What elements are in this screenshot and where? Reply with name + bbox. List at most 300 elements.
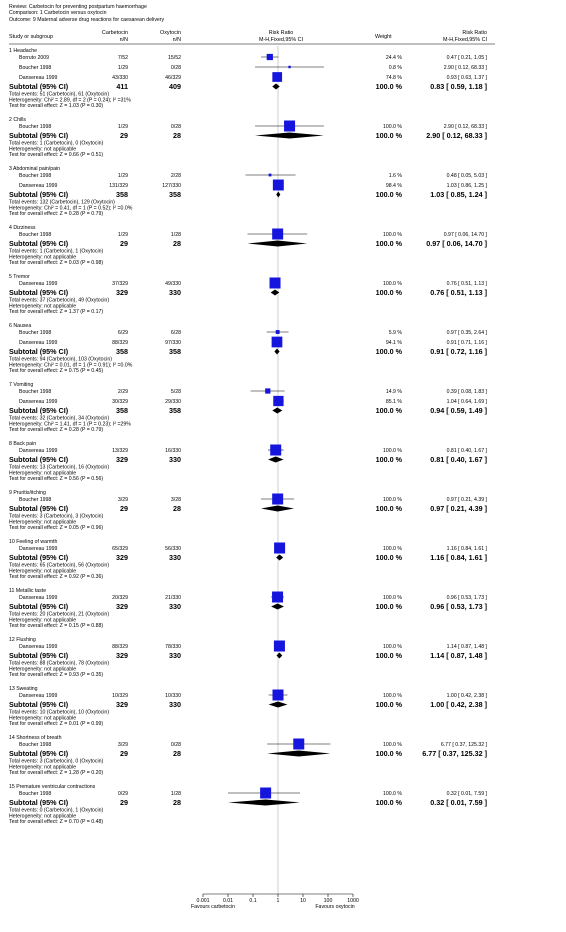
subtotal-row: [9, 239, 487, 248]
study-row: [19, 690, 488, 701]
subtotal-exp-total: 29: [120, 131, 128, 140]
subtotal-ctl-total: 330: [169, 553, 181, 562]
study-exp-events: 88/329: [112, 340, 128, 346]
subgroup-note: Test for overall effect: Z = 0.66 (P = 0.51): [9, 152, 104, 159]
study-name: Boucher 1998: [19, 232, 52, 238]
study-weight: 100.0 %: [382, 742, 402, 748]
subgroup-note: Heterogeneity: Chi² = 0.41, df = 1 (P = 0.52); I² =0.0%: [9, 205, 133, 212]
subgroup-note: Heterogeneity: not applicable: [9, 813, 77, 820]
study-weight: 85.1 %: [385, 399, 402, 405]
review-title: Review: Carbetocin for preventing postpartum haemorrhage: [9, 4, 147, 10]
study-exp-events: 0/29: [117, 791, 128, 797]
study-ctl-events: 127/330: [162, 183, 181, 189]
effect-box: [276, 330, 280, 334]
study-exp-events: 65/329: [112, 546, 128, 552]
study-exp-events: 1/29: [117, 124, 128, 130]
study-ci-text: 0.81 [ 0.40, 1.67 ]: [446, 448, 487, 454]
subgroup-title: 3 Abdominal pain/pain: [9, 166, 61, 172]
subtotal-label: Subtotal (95% CI): [9, 347, 69, 356]
subtotal-ci-text: 1.00 [ 0.42, 2.38 ]: [430, 700, 487, 709]
study-row: [19, 173, 488, 179]
study-ctl-events: 3/28: [170, 497, 181, 503]
study-exp-events: 1/29: [117, 232, 128, 238]
study-name: Boucher 1998: [19, 389, 52, 395]
col-rr2-sub: M-H,Fixed,95% CI: [442, 37, 487, 43]
subgroup-note: Heterogeneity: not applicable: [9, 617, 77, 624]
subtotal-exp-total: 29: [120, 239, 128, 248]
subgroup-note: Heterogeneity: not applicable: [9, 568, 77, 575]
study-weight: 0.8 %: [388, 65, 402, 71]
study-row: [19, 445, 488, 456]
study-exp-events: 13/329: [112, 448, 128, 454]
subgroup-note: Heterogeneity: not applicable: [9, 666, 77, 673]
axis-tick-label: 0.1: [249, 898, 257, 904]
study-row: [19, 388, 488, 395]
study-weight: 100.0 %: [382, 232, 402, 238]
subgroup-note: Total events: 65 (Carbetocin), 56 (Oxytocin): [9, 562, 110, 569]
subgroup-note: Total events: 37 (Carbetocin), 49 (Oxytocin): [9, 297, 110, 304]
summary-diamond: [247, 241, 307, 247]
study-weight: 100.0 %: [382, 448, 402, 454]
subtotal-label: Subtotal (95% CI): [9, 553, 69, 562]
study-ctl-events: 0/28: [170, 124, 181, 130]
subgroup-note: Heterogeneity: Chi² = 0.01, df = 1 (P = 0.91); I² =0.0%: [9, 362, 133, 369]
subtotal-label: Subtotal (95% CI): [9, 700, 69, 709]
summary-diamond: [267, 751, 330, 757]
axis-tick-label: 0.01: [222, 898, 234, 904]
outcome-title: Outcome: 9 Maternal adverse drug reactions for caesarean delivery: [9, 16, 165, 23]
subgroup-note: Test for overall effect: Z = 0.28 (P = 0.79): [9, 211, 104, 218]
study-ctl-events: 46/329: [165, 75, 181, 81]
summary-diamond: [269, 702, 288, 708]
subtotal-ctl-total: 358: [169, 406, 181, 415]
subgroup-note: Total events: 1 (Carbetocin), 1 (Oxytocin): [9, 248, 104, 255]
study-row: [19, 337, 488, 348]
subgroup-6: [9, 323, 488, 374]
study-ci-text: 0.47 [ 0.21, 1.05 ]: [446, 55, 487, 61]
subgroup-note: Total events: 94 (Carbetocin), 103 (Oxytocin): [9, 356, 112, 363]
subgroup-title: 1 Headache: [9, 48, 37, 54]
subtotal-weight: 100.0 %: [375, 131, 402, 140]
subtotal-ctl-total: 330: [169, 288, 181, 297]
summary-diamond: [276, 555, 283, 561]
axis-tick-label: 0.001: [196, 898, 210, 904]
subtotal-exp-total: 329: [116, 455, 128, 464]
subgroup-note: Test for overall effect: Z = 0.75 (P = 0.45): [9, 368, 104, 375]
study-name: Dansereau 1999: [19, 281, 58, 287]
axis-tick-label: 1: [276, 898, 280, 904]
subgroup-note: Test for overall effect: Z = 0.56 (P = 0.56): [9, 476, 104, 483]
subtotal-exp-total: 329: [116, 553, 128, 562]
study-exp-events: 1/29: [117, 65, 128, 71]
subgroup-3: [9, 166, 488, 217]
subtotal-exp-total: 29: [120, 504, 128, 513]
study-ctl-events: 16/330: [165, 448, 181, 454]
subtotal-row: [9, 131, 487, 140]
study-ci-text: 0.97 [ 0.06, 14.70 ]: [443, 232, 487, 238]
subgroup-5: [9, 274, 488, 315]
subgroup-note: Heterogeneity: not applicable: [9, 519, 77, 526]
study-weight: 98.4 %: [385, 183, 402, 189]
subtotal-weight: 100.0 %: [375, 455, 402, 464]
effect-box: [270, 278, 281, 289]
subtotal-row: [9, 82, 487, 91]
subtotal-ci-text: 0.97 [ 0.21, 4.39 ]: [430, 504, 487, 513]
subtotal-ctl-total: 358: [169, 190, 181, 199]
study-ci-text: 0.97 [ 0.35, 2.64 ]: [446, 330, 487, 336]
forest-rows: [9, 46, 488, 894]
study-weight: 100.0 %: [382, 497, 402, 503]
col-exp-name: Carbetocin: [101, 30, 128, 36]
subtotal-exp-total: 411: [116, 82, 128, 91]
subtotal-ci-text: 0.81 [ 0.40, 1.67 ]: [430, 455, 487, 464]
summary-diamond: [272, 84, 280, 90]
subtotal-weight: 100.0 %: [375, 406, 402, 415]
subtotal-exp-total: 29: [120, 749, 128, 758]
summary-diamond: [268, 457, 284, 463]
subgroup-note: Total events: 132 (Carbetocin), 129 (Oxytocin): [9, 199, 115, 206]
summary-diamond: [271, 604, 284, 610]
study-ctl-events: 49/330: [165, 281, 181, 287]
subtotal-weight: 100.0 %: [375, 288, 402, 297]
summary-diamond: [276, 653, 282, 659]
study-exp-events: 10/329: [112, 693, 128, 699]
study-name: Boucher 1998: [19, 65, 52, 71]
subgroup-note: Total events: 10 (Carbetocin), 10 (Oxytocin): [9, 709, 110, 716]
subgroup-note: Heterogeneity: not applicable: [9, 470, 77, 477]
study-ctl-events: 1/28: [170, 232, 181, 238]
subtotal-ctl-total: 330: [169, 700, 181, 709]
study-row: [19, 592, 488, 603]
forest-axis: [191, 894, 359, 910]
study-exp-events: 88/329: [112, 644, 128, 650]
subtotal-row: [9, 190, 487, 199]
study-weight: 100.0 %: [382, 644, 402, 650]
study-row: [19, 54, 488, 61]
study-name: Boucher 1998: [19, 124, 52, 130]
subtotal-exp-total: 329: [116, 700, 128, 709]
subtotal-weight: 100.0 %: [375, 347, 402, 356]
study-exp-events: 43/330: [112, 75, 128, 81]
col-ctl-sub: n/N: [172, 37, 181, 43]
subtotal-row: [9, 347, 487, 356]
study-name: Borruto 2009: [19, 55, 49, 61]
subgroup-note: Test for overall effect: Z = 0.05 (P = 0.96): [9, 525, 104, 532]
subtotal-label: Subtotal (95% CI): [9, 455, 69, 464]
subtotal-exp-total: 358: [116, 347, 128, 356]
study-weight: 74.8 %: [385, 75, 402, 81]
study-weight: 100.0 %: [382, 791, 402, 797]
study-ctl-events: 0/28: [170, 742, 181, 748]
subgroup-title: 9 Pruritis/itching: [9, 490, 46, 496]
subtotal-exp-total: 329: [116, 602, 128, 611]
subtotal-label: Subtotal (95% CI): [9, 239, 69, 248]
study-ci-text: 0.48 [ 0.05, 5.03 ]: [446, 173, 487, 179]
study-row: [19, 65, 488, 71]
subtotal-weight: 100.0 %: [375, 700, 402, 709]
subtotal-ctl-total: 28: [173, 504, 181, 513]
subgroup-note: Heterogeneity: not applicable: [9, 146, 77, 153]
study-ctl-events: 6/28: [170, 330, 181, 336]
effect-box: [288, 66, 290, 68]
subgroup-title: 12 Flushing: [9, 637, 36, 643]
study-ctl-events: 78/330: [165, 644, 181, 650]
study-name: Dansereau 1999: [19, 183, 58, 189]
subgroup-title: 13 Sweating: [9, 686, 38, 692]
subgroup-13: [9, 686, 488, 727]
study-weight: 100.0 %: [382, 595, 402, 601]
subtotal-label: Subtotal (95% CI): [9, 190, 69, 199]
study-exp-events: 7/52: [117, 55, 128, 61]
study-weight: 100.0 %: [382, 693, 402, 699]
subtotal-weight: 100.0 %: [375, 239, 402, 248]
study-ci-text: 0.93 [ 0.63, 1.37 ]: [446, 75, 487, 81]
subgroup-title: 15 Premature ventricular contractions: [9, 784, 96, 790]
study-exp-events: 2/29: [117, 389, 128, 395]
subtotal-label: Subtotal (95% CI): [9, 504, 69, 513]
subtotal-row: [9, 700, 487, 709]
subgroup-note: Test for overall effect: Z = 0.70 (P = 0.48): [9, 819, 104, 826]
subgroup-note: Total events: 13 (Carbetocin), 16 (Oxytocin): [9, 464, 110, 471]
study-name: Dansereau 1999: [19, 644, 58, 650]
study-name: Dansereau 1999: [19, 595, 58, 601]
study-ctl-events: 2/28: [170, 173, 181, 179]
subtotal-row: [9, 455, 487, 464]
subtotal-ci-text: 1.14 [ 0.87, 1.48 ]: [430, 651, 487, 660]
subtotal-ci-text: 0.97 [ 0.06, 14.70 ]: [426, 239, 487, 248]
subgroup-note: Heterogeneity: not applicable: [9, 764, 77, 771]
study-exp-events: 20/329: [112, 595, 128, 601]
study-exp-events: 30/329: [112, 399, 128, 405]
subgroup-note: Test for overall effect: Z = 0.93 (P = 0.35): [9, 672, 104, 679]
summary-diamond: [274, 349, 279, 355]
col-rr-sub: M-H,Fixed,95% CI: [258, 37, 304, 43]
study-ctl-events: 21/330: [165, 595, 181, 601]
subgroup-note: Total events: 1 (Carbetocin), 0 (Oxytocin): [9, 140, 104, 147]
subtotal-ctl-total: 28: [173, 749, 181, 758]
study-ctl-events: 0/28: [170, 65, 181, 71]
study-ctl-events: 56/330: [165, 546, 181, 552]
subtotal-ci-text: 6.77 [ 0.37, 125.32 ]: [422, 749, 487, 758]
subtotal-ctl-total: 358: [169, 347, 181, 356]
subtotal-ci-text: 0.94 [ 0.59, 1.49 ]: [430, 406, 487, 415]
subgroup-title: 6 Nausea: [9, 323, 32, 329]
subtotal-weight: 100.0 %: [375, 190, 402, 199]
subgroup-note: Total events: 3 (Carbetocin), 0 (Oxytocin): [9, 758, 104, 765]
subgroup-10: [9, 539, 488, 580]
subtotal-ci-text: 2.90 [ 0.12, 68.33 ]: [426, 131, 487, 140]
study-ctl-events: 29/330: [165, 399, 181, 405]
subtotal-weight: 100.0 %: [375, 798, 402, 807]
effect-box: [269, 174, 272, 177]
study-row: [19, 72, 488, 82]
subtotal-exp-total: 29: [120, 798, 128, 807]
study-name: Boucher 1998: [19, 791, 52, 797]
effect-box: [273, 690, 284, 701]
subtotal-row: [9, 553, 487, 562]
effect-box: [272, 337, 283, 348]
study-name: Dansereau 1999: [19, 693, 58, 699]
subtotal-ctl-total: 28: [173, 239, 181, 248]
subtotal-ctl-total: 28: [173, 131, 181, 140]
effect-box: [274, 543, 285, 554]
subgroup-title: 11 Metallic taste: [9, 588, 47, 594]
effect-box: [284, 121, 295, 132]
subtotal-ci-text: 0.83 [ 0.59, 1.18 ]: [430, 82, 487, 91]
subgroup-note: Total events: 88 (Carbetocin), 78 (Oxytocin): [9, 660, 110, 667]
study-ci-text: 6.77 [ 0.37, 125.32 ]: [440, 742, 487, 748]
study-row: [19, 543, 488, 554]
col-study: Study or subgroup: [9, 34, 54, 40]
study-weight: 100.0 %: [382, 546, 402, 552]
subgroup-7: [9, 382, 488, 433]
study-weight: 100.0 %: [382, 281, 402, 287]
summary-diamond: [255, 133, 324, 139]
subgroup-note: Test for overall effect: Z = 1.28 (P = 0.20): [9, 770, 104, 777]
study-row: [19, 739, 488, 750]
study-row: [19, 180, 488, 191]
study-ctl-events: 97/330: [165, 340, 181, 346]
summary-diamond: [276, 192, 280, 198]
effect-box: [272, 72, 282, 82]
subgroup-2: [9, 117, 488, 158]
subtotal-weight: 100.0 %: [375, 651, 402, 660]
effect-box: [270, 445, 281, 456]
summary-diamond: [272, 408, 282, 414]
study-exp-events: 37/329: [112, 281, 128, 287]
subgroup-8: [9, 441, 488, 482]
subtotal-exp-total: 329: [116, 288, 128, 297]
col-rr2-name: Risk Ratio: [462, 30, 487, 36]
subtotal-ctl-total: 330: [169, 602, 181, 611]
study-exp-events: 3/29: [117, 497, 128, 503]
col-ctl-name: Oxytocin: [160, 30, 181, 36]
effect-box: [273, 180, 284, 191]
study-ci-text: 0.39 [ 0.08, 1.83 ]: [446, 389, 487, 395]
subtotal-ci-text: 0.32 [ 0.01, 7.59 ]: [430, 798, 487, 807]
col-rr-name: Risk Ratio: [268, 30, 294, 36]
effect-box: [265, 388, 270, 393]
subtotal-row: [9, 288, 487, 297]
subgroup-title: 14 Shortness of breath: [9, 735, 62, 741]
subtotal-weight: 100.0 %: [375, 602, 402, 611]
study-row: [19, 494, 488, 505]
study-exp-events: 131/329: [109, 183, 128, 189]
subgroup-note: Total events: 3 (Carbetocin), 3 (Oxytocin): [9, 513, 104, 520]
subgroup-11: [9, 588, 488, 629]
study-ci-text: 1.16 [ 0.84, 1.61 ]: [446, 546, 487, 552]
subgroup-9: [9, 490, 488, 531]
study-ci-text: 1.04 [ 0.64, 1.69 ]: [446, 399, 487, 405]
subtotal-ci-text: 0.96 [ 0.53, 1.73 ]: [430, 602, 487, 611]
study-ci-text: 0.96 [ 0.53, 1.73 ]: [446, 595, 487, 601]
subtotal-exp-total: 358: [116, 406, 128, 415]
study-row: [19, 229, 488, 240]
subtotal-label: Subtotal (95% CI): [9, 131, 69, 140]
subgroup-title: 4 Dizziness: [9, 225, 36, 231]
subtotal-weight: 100.0 %: [375, 553, 402, 562]
axis-left-label: Favours carbetocin: [190, 904, 236, 910]
subtotal-label: Subtotal (95% CI): [9, 798, 69, 807]
study-ci-text: 0.32 [ 0.01, 7.59 ]: [446, 791, 487, 797]
subtotal-weight: 100.0 %: [375, 82, 402, 91]
study-name: Boucher 1998: [19, 173, 52, 179]
study-exp-events: 6/29: [117, 330, 128, 336]
effect-box: [274, 641, 285, 652]
study-ci-text: 0.97 [ 0.21, 4.39 ]: [446, 497, 487, 503]
subtotal-ci-text: 1.16 [ 0.84, 1.61 ]: [430, 553, 487, 562]
study-weight: 14.9 %: [385, 389, 402, 395]
subgroup-title: 2 Chills: [9, 117, 27, 123]
study-ctl-events: 1/28: [170, 791, 181, 797]
subgroup-note: Test for overall effect: Z = 0.92 (P = 0.36): [9, 574, 104, 581]
subtotal-row: [9, 651, 487, 660]
study-ctl-events: 10/330: [165, 693, 181, 699]
subtotal-row: [9, 749, 487, 758]
subgroup-15: [9, 784, 488, 825]
subtotal-label: Subtotal (95% CI): [9, 82, 69, 91]
effect-box: [272, 229, 283, 240]
study-weight: 1.6 %: [388, 173, 402, 179]
comparison-title: Comparison: 1 Carbetocin versus oxytocin: [9, 10, 107, 17]
study-row: [19, 121, 488, 132]
subgroup-note: Test for overall effect: Z = 1.37 (P = 0.17): [9, 309, 104, 316]
study-row: [19, 396, 488, 406]
subgroup-note: Test for overall effect: Z = 0.01 (P = 0.99): [9, 721, 104, 728]
subgroup-note: Test for overall effect: Z = 0.03 (P = 0.98): [9, 260, 104, 267]
axis-tick-label: 1000: [347, 898, 359, 904]
subtotal-label: Subtotal (95% CI): [9, 749, 69, 758]
study-name: Boucher 1998: [19, 497, 52, 503]
col-weight: Weight: [375, 34, 392, 40]
summary-diamond: [228, 800, 300, 806]
subtotal-label: Subtotal (95% CI): [9, 406, 69, 415]
subtotal-weight: 100.0 %: [375, 504, 402, 513]
subtotal-weight: 100.0 %: [375, 749, 402, 758]
subgroup-note: Heterogeneity: Chi² = 2.89, df = 2 (P = 0.24); I² =31%: [9, 97, 131, 104]
subtotal-row: [9, 798, 487, 807]
column-headers: [9, 30, 495, 44]
subgroup-note: Total events: 0 (Carbetocin), 1 (Oxytocin): [9, 807, 104, 814]
subgroup-title: 5 Tremor: [9, 274, 30, 280]
study-ci-text: 2.90 [ 0.12, 68.33 ]: [443, 65, 487, 71]
subtotal-ci-text: 0.91 [ 0.72, 1.16 ]: [430, 347, 487, 356]
subgroup-1: [9, 48, 488, 109]
subtotal-label: Subtotal (95% CI): [9, 288, 69, 297]
study-name: Dansereau 1999: [19, 340, 58, 346]
subtotal-ci-text: 0.76 [ 0.51, 1.13 ]: [430, 288, 487, 297]
study-weight: 5.9 %: [388, 330, 402, 336]
study-ci-text: 1.14 [ 0.87, 1.48 ]: [446, 644, 487, 650]
effect-box: [267, 54, 273, 60]
subtotal-row: [9, 406, 487, 415]
study-row: [19, 641, 488, 652]
subtotal-ctl-total: 330: [169, 651, 181, 660]
subtotal-row: [9, 602, 487, 611]
subtotal-ctl-total: 330: [169, 455, 181, 464]
study-ci-text: 0.76 [ 0.51, 1.13 ]: [446, 281, 487, 287]
subgroup-note: Total events: 51 (Carbetocin), 61 (Oxytocin): [9, 91, 110, 98]
study-row: [19, 330, 488, 336]
axis-right-label: Favours oxytocin: [315, 904, 355, 910]
subgroup-title: 7 Vomiting: [9, 382, 34, 388]
subtotal-row: [9, 504, 487, 513]
study-ci-text: 1.03 [ 0.86, 1.25 ]: [446, 183, 487, 189]
study-name: Dansereau 1999: [19, 75, 58, 81]
subgroup-note: Heterogeneity: Chi² = 1.41, df = 1 (P = 0.23); I² =29%: [9, 421, 131, 428]
study-name: Dansereau 1999: [19, 399, 58, 405]
subgroup-title: 8 Back pain: [9, 441, 37, 447]
